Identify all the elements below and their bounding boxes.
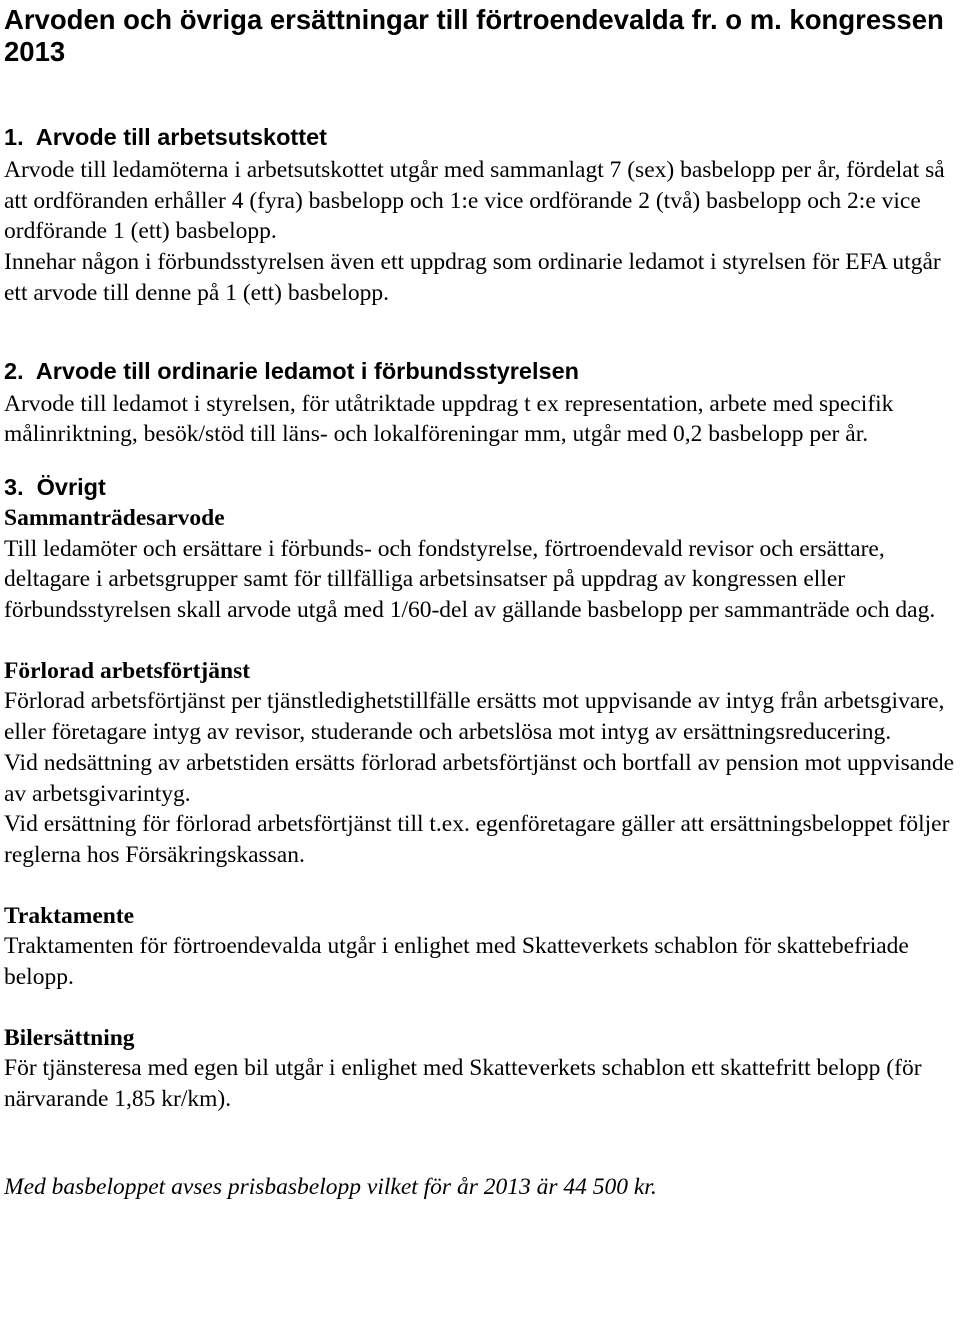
paragraph: Till ledamöter och ersättare i förbunds- och fondstyrelse, förtroendevald revisor och ersättare, deltagare i arbetsgrupper samt för tillfälliga arbetsinsatser på uppdrag av kongressen eller förbundsstyrelsen skall arvode utgå med 1/60-del av gällande basbelopp per sammanträde och dag. <box>4 535 936 624</box>
section-arbetsutskottet <box>4 122 956 309</box>
paragraph: Arvode till ledamöterna i arbetsutskottet utgår med sammanlagt 7 (sex) basbelopp per år, fördelat så att ordföranden erhåller 4 (fyra) basbelopp och 1:e vice ordförande 2 (två) basbelopp och 2:e vice ordförande 1 (ett) basbelopp. <box>4 157 945 245</box>
section-ordinarie-ledamot <box>4 356 956 450</box>
section-ovrigt <box>4 472 956 1115</box>
subsection-sammantradesarvode <box>4 503 956 626</box>
section-heading: 3. Övrigt <box>4 473 106 500</box>
subsection-bilersattning <box>4 1023 956 1115</box>
section-heading: 1. Arvode till arbetsutskottet <box>4 124 327 150</box>
paragraph: För tjänsteresa med egen bil utgår i enlighet med Skatteverkets schablon ett skattefritt belopp (för närvarande 1,85 kr/km). <box>4 1055 922 1113</box>
paragraph: Vid ersättning för förlorad arbetsförtjänst till t.ex. egenföretagare gäller att ersättningsbeloppet följer reglerna hos Försäkringskassan. <box>4 811 950 868</box>
subsection-heading: Sammanträdesarvode <box>4 504 225 531</box>
document-page <box>4 0 956 1202</box>
footnote: Med basbeloppet avses prisbasbelopp vilket för år 2013 är 44 500 kr. <box>4 1173 657 1200</box>
paragraph: Förlorad arbetsförtjänst per tjänstledighetstillfälle ersätts mot uppvisande av intyg från arbetsgivare, eller företagare intyg av revisor, studerande och arbetslösa mot intyg av ersättningsreducering. <box>4 688 945 746</box>
paragraph: Traktamenten för förtroendevalda utgår i enlighet med Skatteverkets schablon för skattebefriade belopp. <box>4 933 909 991</box>
subsection-heading: Bilersättning <box>4 1024 135 1051</box>
subsection-heading: Traktamente <box>4 902 135 929</box>
subsection-traktamente <box>4 901 956 993</box>
paragraph: Vid nedsättning av arbetstiden ersätts förlorad arbetsförtjänst och bortfall av pension mot uppvisande av arbetsgivarintyg. <box>4 749 955 807</box>
section-heading: 2. Arvode till ordinarie ledamot i förbundsstyrelsen <box>4 357 580 384</box>
paragraph: Innehar någon i förbundsstyrelsen även ett uppdrag som ordinarie ledamot i styrelsen för EFA utgår ett arvode till denne på 1 (ett) basbelopp. <box>4 249 941 306</box>
document-title: Arvoden och övriga ersättningar till förtroendevalda fr. o m. kongressen 2013 <box>4 4 944 67</box>
subsection-heading: Förlorad arbetsförtjänst <box>4 657 251 684</box>
paragraph: Arvode till ledamot i styrelsen, för utåtriktade uppdrag t ex representation, arbete med specifik målinriktning, besök/stöd till läns- och lokalföreningar mm, utgår med 0,2 basbelopp per år. <box>4 390 894 448</box>
subsection-forlorad-arbetsfortjanst <box>4 656 956 871</box>
